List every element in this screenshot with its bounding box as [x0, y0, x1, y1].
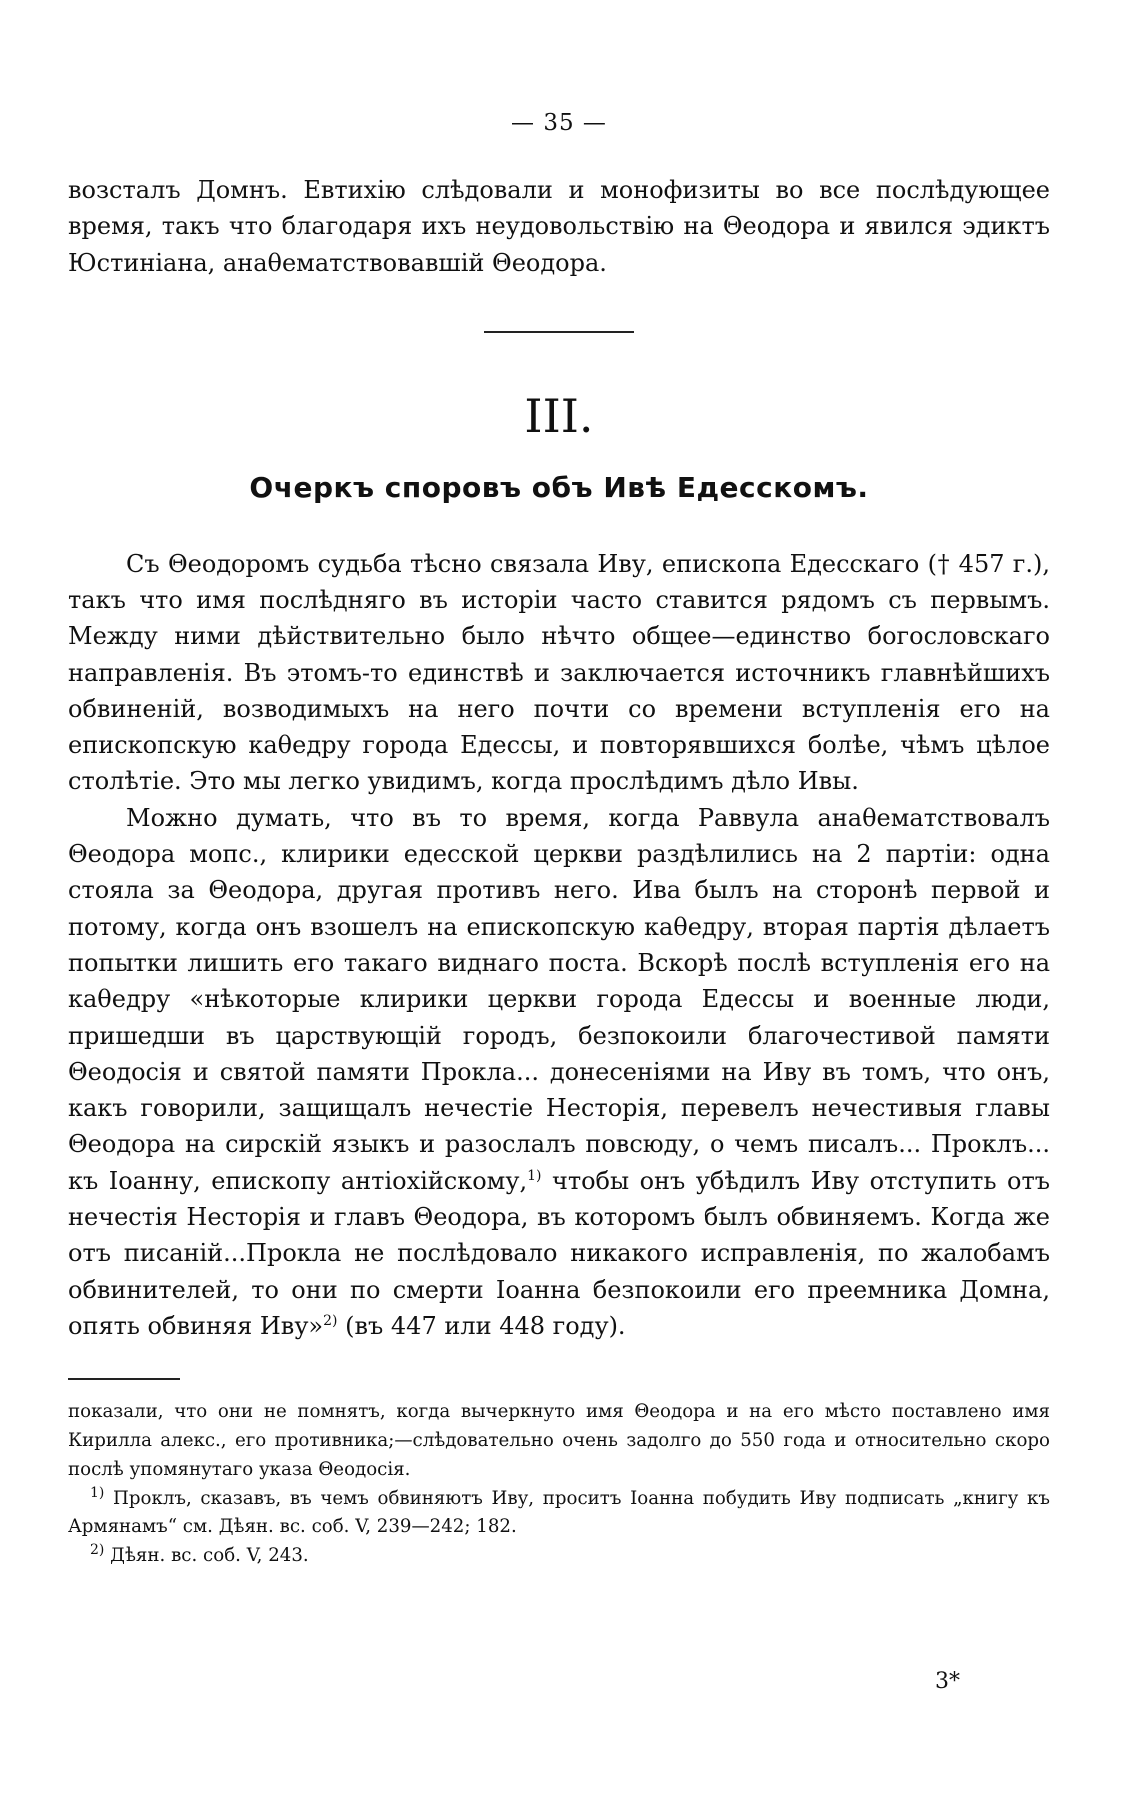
footnote-reference-1: 1) — [527, 1167, 542, 1184]
chapter-title: Очеркъ споровъ объ Ивѣ Едесскомъ. — [249, 470, 869, 504]
paragraph-2-text-part-2: чтобы онъ убѣдилъ Иву отступить отъ нечестія Несторія и главъ Θеодора, въ которомъ былъ обвиняемъ. Когда же отъ писаній...Прокла не послѣдовало никакого исправленія, по жалобамъ обвинителей, то они по смерти Іоанна безпокоили его преемника Домна, опять обвиняя Иву» — [68, 1166, 1050, 1340]
footnote-continuation: показали, что они не помнятъ, когда вычеркнуто имя Θеодора и на его мѣсто поставлено имя Кирилла алекс., его противника;—слѣдовательно очень задолго до 550 года и относительно скоро послѣ упомянутаго указа Θеодосія. — [68, 1401, 1050, 1480]
footnote-1-marker: 1) — [90, 1484, 105, 1501]
previous-chapter-ending: возсталъ Домнъ. Евтихію слѣдовали и монофизиты во все послѣдующее время, такъ что благодаря ихъ неудовольствію на Θеодора и явился эдиктъ Юстиніана, анаθематствовавшій Θеодора. — [68, 176, 1050, 277]
paragraph-2 — [68, 800, 1050, 1344]
footnote-2-marker: 2) — [90, 1542, 105, 1559]
footnote-2-text: Дѣян. вс. соб. V, 243. — [104, 1545, 309, 1567]
footnote-1 — [68, 1485, 1050, 1543]
footnote-reference-2: 2) — [323, 1312, 338, 1329]
paragraph-2-text-part-3: (въ 447 или 448 году). — [337, 1311, 626, 1340]
footnote-1-text: Проклъ, сказавъ, въ чемъ обвиняютъ Иву, проситъ Іоанна побудить Иву подписать „книгу къ Армянамъ“ см. Дѣян. вс. соб. V, 239—242; 182. — [68, 1487, 1050, 1538]
footnote-2 — [68, 1542, 1050, 1571]
footnotes — [68, 1398, 1050, 1571]
section-divider — [484, 331, 634, 333]
chapter-number: III. — [524, 388, 594, 443]
paragraph-2-text-part-1: Можно думать, что въ то время, когда Раввула анаθематствовалъ Θеодора мопс., клирики едесской церкви раздѣлились на 2 партіи: одна стояла за Θеодора, другая противъ него. Ива былъ на сторонѣ первой и потому, когда онъ взошелъ на епископскую каθедру, вторая партія дѣлаетъ попытки лишить его такаго виднаго поста. Вскорѣ послѣ вступленія его на каθедру «нѣкоторые клирики церкви города Едессы и военные люди, пришедши въ царствующій городъ, безпокоили благочестивой памяти Θеодосія и святой памяти Прокла... донесеніями на Иву въ томъ, что онъ, какъ говорили, защищалъ нечестіе Несторія, перевелъ нечестивыя главы Θеодора на сирскій языкъ и разослалъ повсюду, о чемъ писалъ... Проклъ... къ Іоанну, епископу антіохійскому, — [68, 803, 1050, 1195]
page-number: — 35 — — [511, 110, 607, 136]
paragraph-1: Съ Θеодоромъ судьба тѣсно связала Иву, епископа Едесскаго († 457 г.), такъ что имя послѣдняго въ исторіи часто ставится рядомъ съ первымъ. Между ними дѣйствительно было нѣчто общее—единство богословскаго направленія. Въ этомъ-то единствѣ и заключается источникъ главнѣйшихъ обвиненій, возводимыхъ на него почти со времени вступленія его на епископскую каθедру города Едессы, и повторявшихся болѣе, чѣмъ цѣлое столѣтіе. Это мы легко увидимъ, когда прослѣдимъ дѣло Ивы. — [68, 549, 1050, 796]
footnote-separator — [68, 1378, 180, 1380]
book-page — [68, 110, 1050, 1571]
signature-mark: 3* — [935, 1669, 960, 1694]
